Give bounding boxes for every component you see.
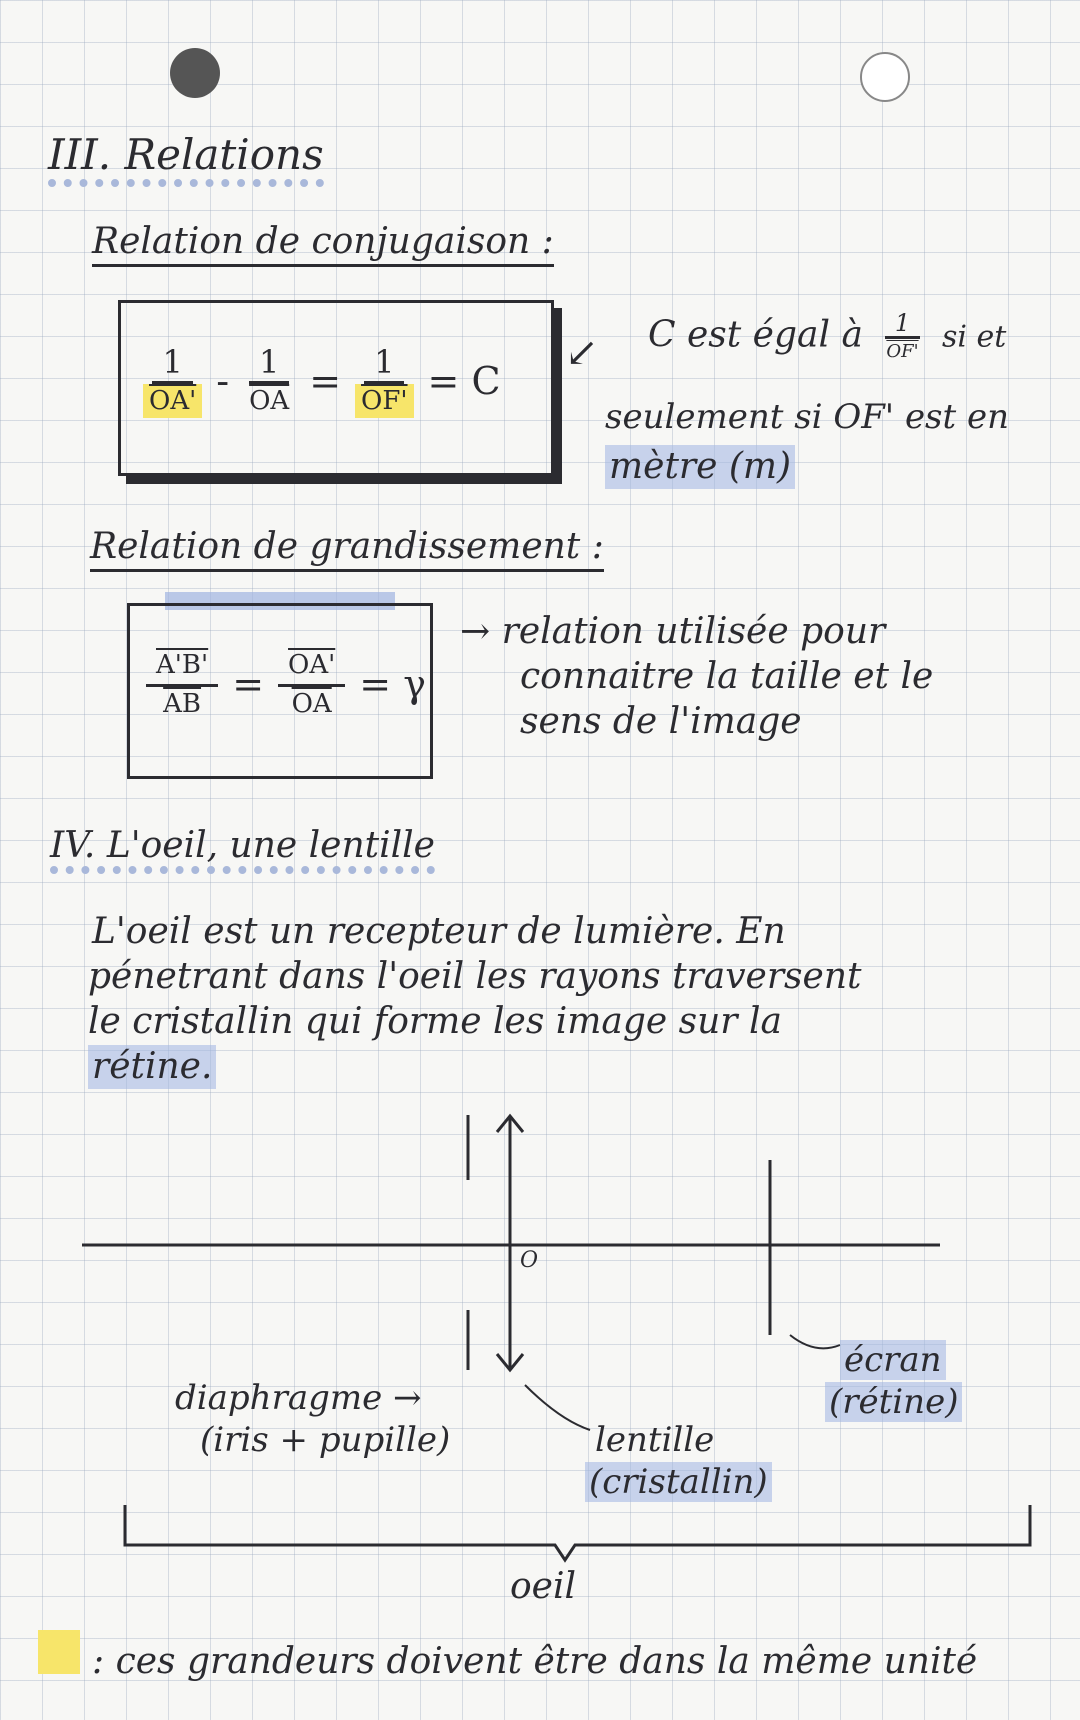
arrow-left-icon: ↙ bbox=[565, 330, 599, 376]
fraction-1-over-oa: $\frac{1}{OA}$ bbox=[249, 343, 290, 416]
screen-label-line2: (rétine) bbox=[825, 1382, 962, 1422]
fraction-1-over-oa-prime: $\frac{1}{OA'}$ bbox=[143, 343, 202, 418]
section-4-title: IV. L'oeil, une lentille bbox=[50, 825, 435, 874]
magnification-note-line1: → relation utilisée pour bbox=[460, 611, 886, 652]
eye-paragraph-line4: rétine. bbox=[88, 1045, 216, 1089]
screen-label-line1: écran bbox=[840, 1340, 946, 1380]
eye-brace bbox=[125, 1505, 1030, 1560]
diaphragm-label-line2: (iris + pupille) bbox=[200, 1420, 451, 1460]
conjugation-equation: $\frac{1}{OA'}$ - $\frac{1}{OA}$ = $\frac{1}{OF'}$ = C bbox=[135, 343, 507, 418]
eye-paragraph-line2: pénetrant dans l'oeil les rayons traversent bbox=[88, 956, 862, 997]
fraction-ab-prime-over-ab: $\frac{A'B'}{AB}$ bbox=[146, 646, 218, 721]
magnification-equation: $\frac{A'B'}{AB}$ = $\frac{OA'}{OA}$ = γ bbox=[138, 646, 432, 721]
eye-label: oeil bbox=[510, 1566, 577, 1607]
eye-paragraph-line1: L'oeil est un recepteur de lumière. En bbox=[92, 911, 786, 952]
fraction-oa-prime-over-oa: $\frac{OA'}{OA}$ bbox=[278, 646, 345, 721]
lens-label-line1: lentille bbox=[595, 1420, 715, 1460]
lens-pointer-arrow-icon bbox=[525, 1385, 590, 1430]
legend-yellow-swatch bbox=[38, 1630, 80, 1674]
legend-text: : ces grandeurs doivent être dans la même unité bbox=[92, 1641, 978, 1682]
magnification-heading: Relation de grandissement : bbox=[90, 525, 604, 572]
lens-label-line2: (cristallin) bbox=[585, 1462, 772, 1502]
screen-pointer-arrow-icon bbox=[790, 1335, 840, 1348]
conjugation-note-line2: seulement si OF' est en bbox=[605, 397, 1009, 437]
conjugation-note-line1: C est égal à $\frac{1}{OF'}$ si et bbox=[648, 309, 1007, 362]
origin-label: O bbox=[520, 1248, 539, 1273]
fraction-1-over-of-prime: $\frac{1}{OF'}$ bbox=[355, 343, 414, 418]
magnification-note-line3: sens de l'image bbox=[520, 701, 802, 742]
section-3-title: III. Relations bbox=[48, 130, 324, 187]
conjugation-note-line3: mètre (m) bbox=[605, 445, 795, 489]
magnification-note-line2: connaitre la taille et le bbox=[520, 656, 934, 697]
conjugation-heading: Relation de conjugaison : bbox=[92, 220, 554, 267]
diaphragm-label-line1: diaphragme → bbox=[175, 1378, 422, 1418]
eye-paragraph-line3: le cristallin qui forme les image sur la bbox=[88, 1001, 782, 1042]
